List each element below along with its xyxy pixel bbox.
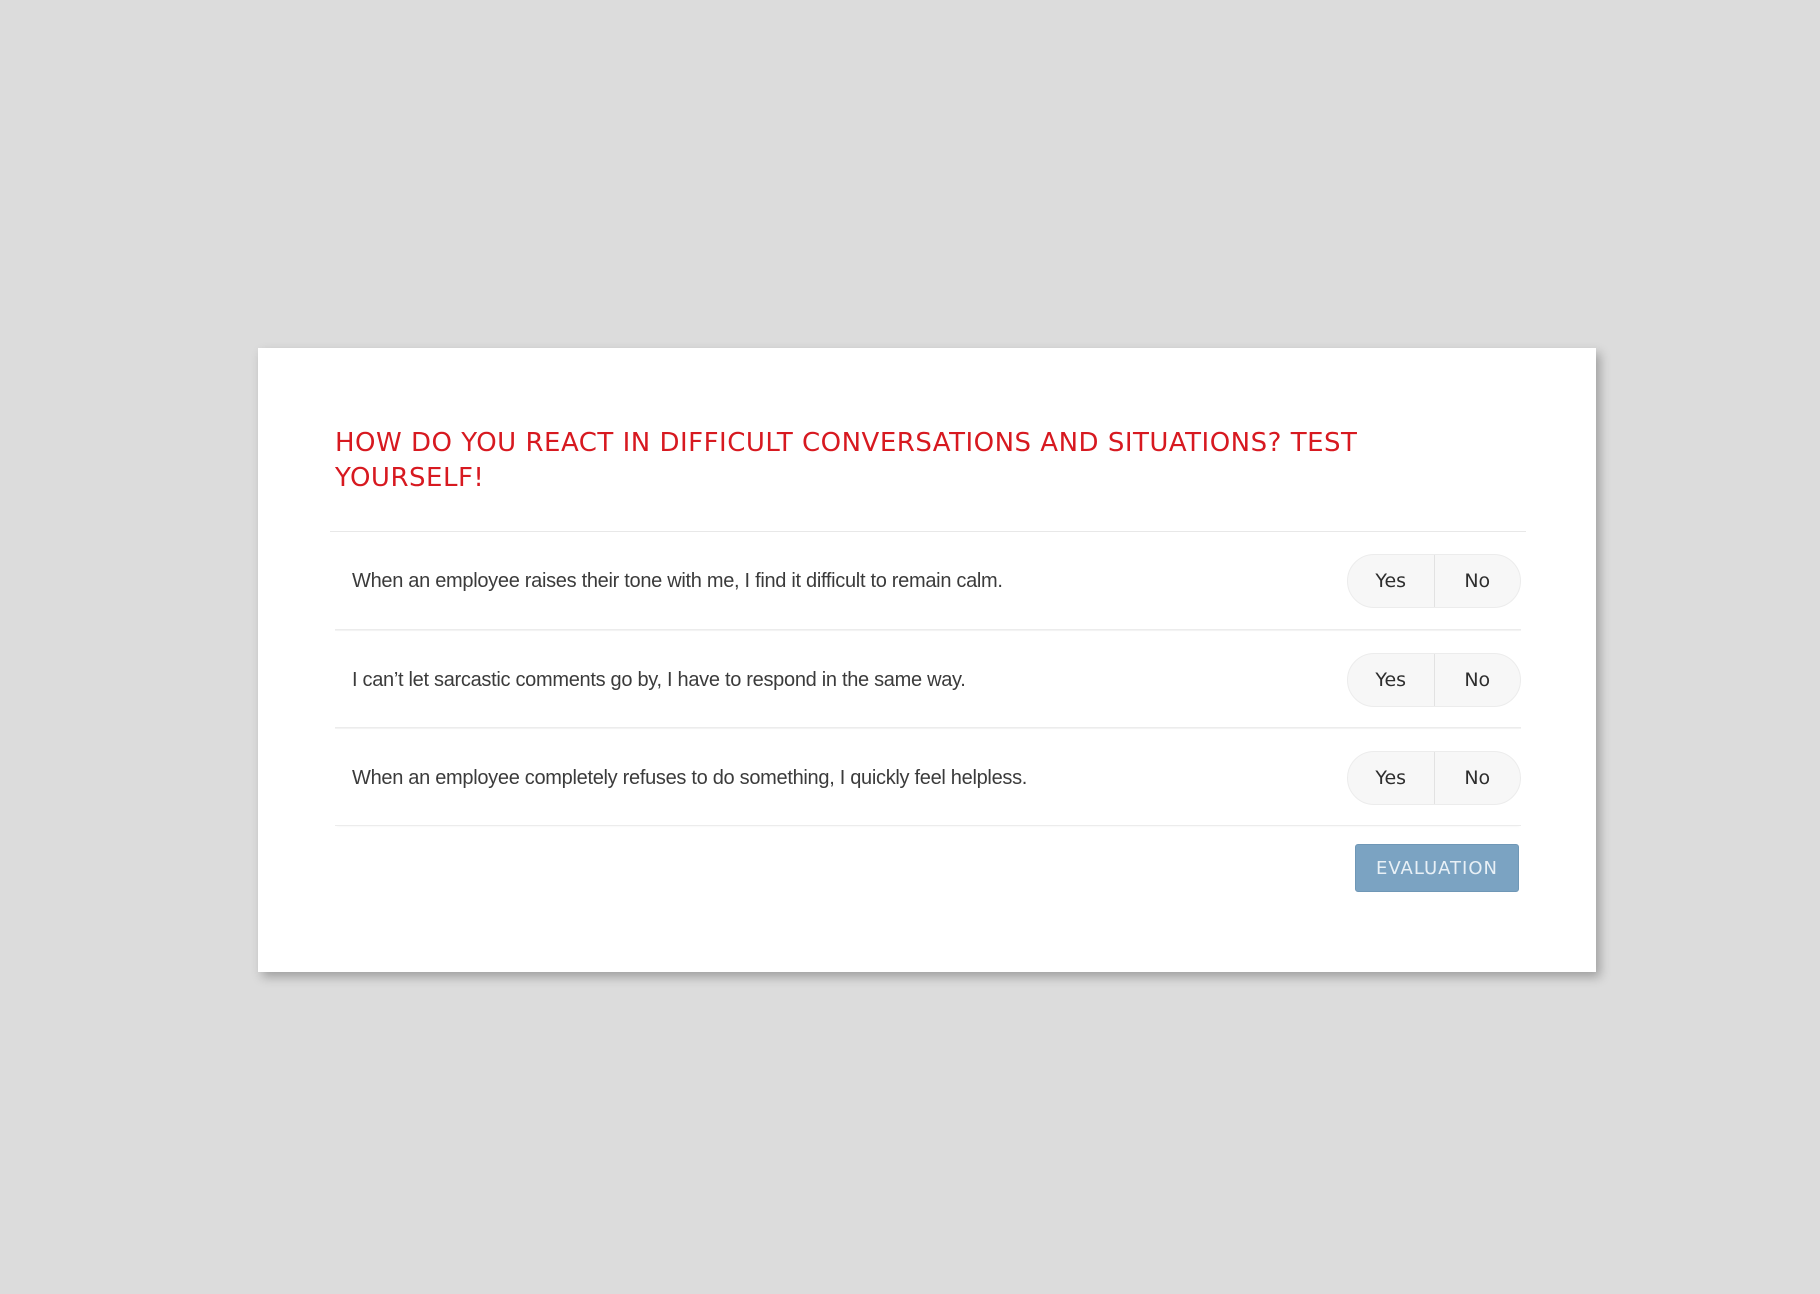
no-button[interactable]: No bbox=[1434, 654, 1521, 706]
question-row-3 bbox=[335, 728, 1521, 826]
no-button[interactable]: No bbox=[1434, 555, 1521, 607]
yes-button[interactable]: Yes bbox=[1375, 570, 1407, 592]
yes-button[interactable]: Yes bbox=[1375, 767, 1407, 789]
question-row-2 bbox=[335, 630, 1521, 728]
yes-no-toggle bbox=[1347, 653, 1521, 707]
yes-no-toggle bbox=[1347, 751, 1521, 805]
question-row-1 bbox=[335, 532, 1521, 630]
question-text: When an employee raises their tone with me, I find it difficult to remain calm. bbox=[352, 570, 1003, 592]
evaluation-button[interactable]: EVALUATION bbox=[1355, 844, 1519, 892]
no-button[interactable]: No bbox=[1434, 752, 1521, 804]
yes-no-toggle bbox=[1347, 554, 1521, 608]
question-text: When an employee completely refuses to do something, I quickly feel helpless. bbox=[352, 767, 1028, 789]
question-text: I can’t let sarcastic comments go by, I have to respond in the same way. bbox=[352, 669, 966, 691]
quiz-card bbox=[258, 348, 1596, 972]
question-list bbox=[335, 532, 1521, 826]
yes-button[interactable]: Yes bbox=[1375, 669, 1407, 691]
quiz-title: HOW DO YOU REACT IN DIFFICULT CONVERSATIONS AND SITUATIONS? TEST YOURSELF! bbox=[335, 428, 1358, 493]
